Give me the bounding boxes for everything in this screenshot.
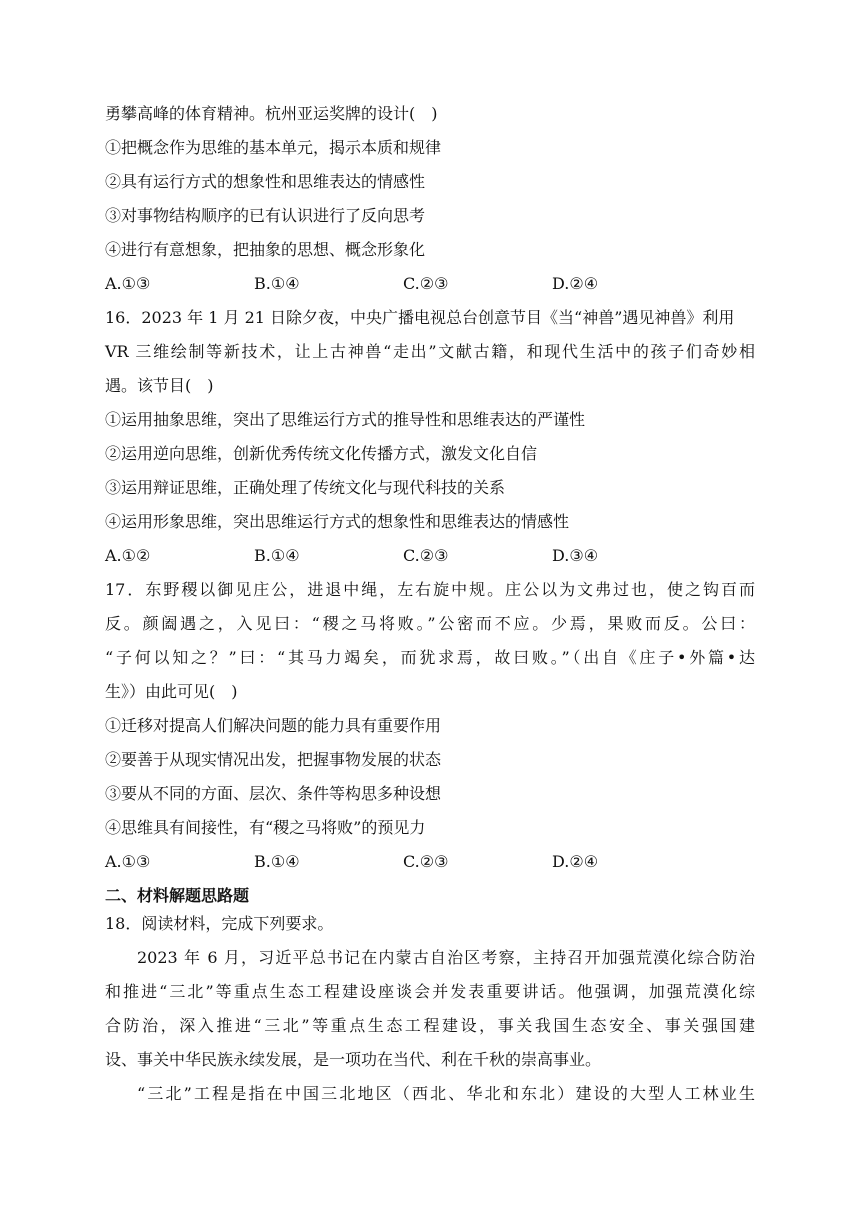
q15-option-c[interactable]: C.②③ bbox=[403, 274, 449, 293]
q16-stem-line-2: VR 三维绘制等新技术，让上古神兽“走出”文献古籍，和现代生活中的孩子们奇妙相 bbox=[105, 342, 755, 361]
q15-statement-2: ②具有运行方式的想象性和思维表达的情感性 bbox=[105, 172, 426, 191]
q17-option-c[interactable]: C.②③ bbox=[403, 852, 449, 871]
q16-statement-2: ②运用逆向思维，创新优秀传统文化传播方式，激发文化自信 bbox=[105, 444, 538, 463]
q15-option-b[interactable]: B.①④ bbox=[254, 274, 300, 293]
material-paragraph-1-line-1: 2023 年 6 月，习近平总书记在内蒙古自治区考察，主持召开加强荒漠化综合防治 bbox=[137, 948, 755, 967]
q17-statement-3: ③要从不同的方面、层次、条件等构思多种设想 bbox=[105, 784, 442, 803]
q15-statement-1: ①把概念作为思维的基本单元，揭示本质和规律 bbox=[105, 138, 442, 157]
q16-stem-line-1: 16．2023 年 1 月 21 日除夕夜，中央广播电视总台创意节目《当“神兽”遇见神兽》利用 bbox=[105, 308, 735, 327]
material-paragraph-1-line-2: 和推进“三北”等重点生态工程建设座谈会并发表重要讲话。他强调，加强荒漠化综 bbox=[105, 982, 755, 1001]
q16-statement-1: ①运用抽象思维，突出了思维运行方式的推导性和思维表达的严谨性 bbox=[105, 410, 586, 429]
q17-statement-2: ②要善于从现实情况出发，把握事物发展的状态 bbox=[105, 750, 442, 769]
q16-option-a[interactable]: A.①② bbox=[105, 546, 151, 565]
q17-statement-4: ④思维具有间接性，有“稷之马将败”的预见力 bbox=[105, 818, 426, 837]
q16-statement-4: ④运用形象思维，突出思维运行方式的想象性和思维表达的情感性 bbox=[105, 512, 570, 531]
q17-stem-line-4: 生》）由此可见( ) bbox=[105, 682, 238, 701]
q18-stem: 18．阅读材料，完成下列要求。 bbox=[105, 914, 334, 933]
q17-option-b[interactable]: B.①④ bbox=[254, 852, 300, 871]
q17-option-a[interactable]: A.①③ bbox=[105, 852, 151, 871]
q15-option-a[interactable]: A.①③ bbox=[105, 274, 151, 293]
q15-stem-tail: 勇攀高峰的体育精神。杭州亚运奖牌的设计( ) bbox=[105, 104, 438, 123]
q16-statement-3: ③运用辩证思维，正确处理了传统文化与现代科技的关系 bbox=[105, 478, 506, 497]
q17-statement-1: ①迁移对提高人们解决问题的能力具有重要作用 bbox=[105, 716, 442, 735]
q16-option-d[interactable]: D.③④ bbox=[552, 546, 599, 565]
q16-option-c[interactable]: C.②③ bbox=[403, 546, 449, 565]
q17-option-d[interactable]: D.②④ bbox=[552, 852, 599, 871]
q15-statement-3: ③对事物结构顺序的已有认识进行了反向思考 bbox=[105, 206, 426, 225]
section-heading: 二、材料解题思路题 bbox=[105, 886, 250, 905]
q16-stem-line-3: 遇。该节目( ) bbox=[105, 376, 214, 395]
material-paragraph-1-line-3: 合防治，深入推进“三北”等重点生态工程建设，事关我国生态安全、事关强国建 bbox=[105, 1016, 755, 1035]
material-paragraph-2-line-1: “三北”工程是指在中国三北地区（西北、华北和东北）建设的大型人工林业生 bbox=[137, 1084, 755, 1103]
q17-stem-line-1: 17．东野稷以御见庄公，进退中绳，左右旋中规。庄公以为文弗过也，使之钩百而 bbox=[105, 580, 755, 599]
material-paragraph-1-line-4: 设、事关中华民族永续发展，是一项功在当代、利在千秋的崇高事业。 bbox=[105, 1050, 602, 1069]
q16-option-b[interactable]: B.①④ bbox=[254, 546, 300, 565]
q17-stem-line-2: 反。颜阖遇之，入见曰：“稷之马将败。”公密而不应。少焉，果败而反。公曰： bbox=[105, 614, 755, 633]
q15-option-d[interactable]: D.②④ bbox=[552, 274, 599, 293]
q15-statement-4: ④进行有意想象，把抽象的思想、概念形象化 bbox=[105, 240, 426, 259]
q17-stem-line-3: “子何以知之？”曰：“其马力竭矣，而犹求焉，故曰败。”（出自《庄子•外篇•达 bbox=[105, 648, 755, 667]
